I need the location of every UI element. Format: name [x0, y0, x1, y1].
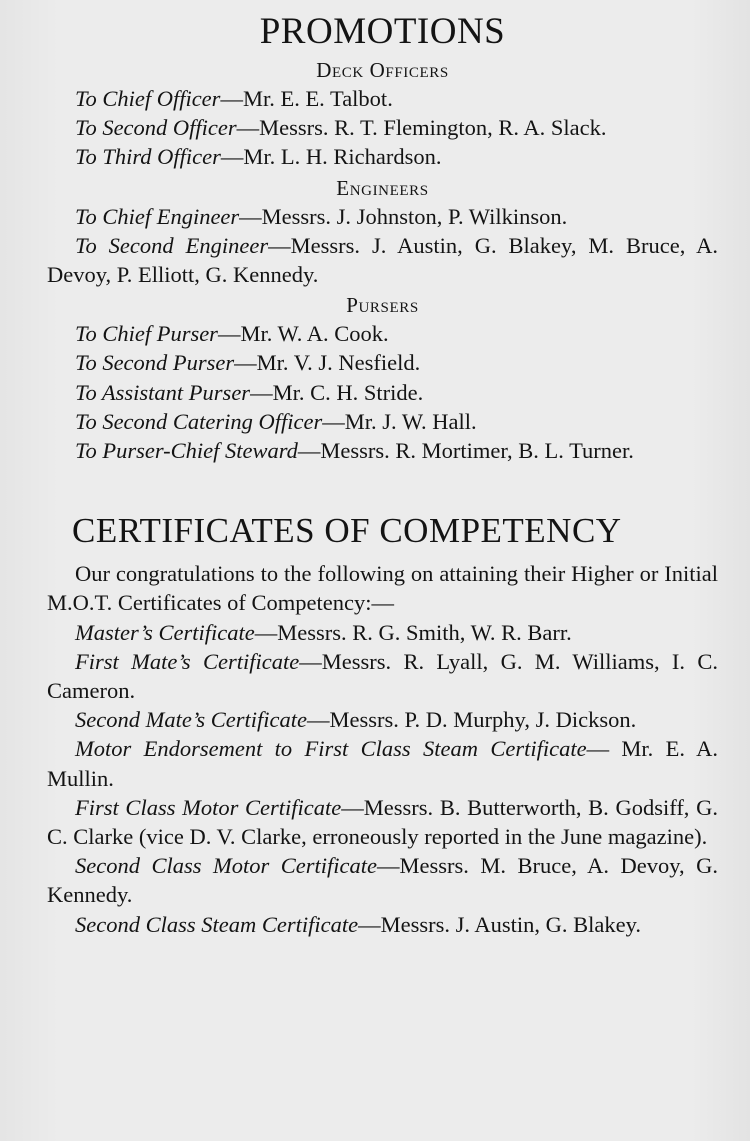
list-item: Second Class Steam Certificate—Messrs. J. Austin, G. Blakey. — [75, 911, 642, 937]
list-item: To Chief Purser—Mr. W. A. Cook. — [75, 321, 389, 347]
list-item: To Purser-Chief Steward—Messrs. R. Mortimer, B. L. Turner. — [75, 438, 634, 464]
list-item: To Third Officer—Mr. L. H. Richardson. — [75, 144, 442, 170]
list-item: To Second Officer—Messrs. R. T. Flemington, R. A. Slack. — [75, 115, 607, 141]
list-item: To Chief Engineer—Messrs. J. Johnston, P. Wilkinson. — [75, 203, 568, 229]
list-item: Second Class Motor Certificate—Messrs. M. Bruce, A. Devoy, G. Kennedy. — [47, 853, 718, 908]
certificates-title: CERTIFICATES OF COMPETENCY — [72, 511, 622, 551]
promotions-title: PROMOTIONS — [259, 11, 506, 52]
list-item: First Class Motor Certificate—Messrs. B. Butterworth, B. Godsiff, G. C. Clarke (vice D. V. Clarke, erroneously reported in the June magazine). — [47, 794, 718, 850]
list-item: To Second Purser—Mr. V. J. Nesfield. — [75, 350, 421, 376]
list-item: First Mate’s Certificate—Messrs. R. Lyall, G. M. Williams, I. C. Cameron. — [47, 648, 718, 704]
list-item: To Assistant Purser—Mr. C. H. Stride. — [75, 379, 424, 405]
list-item: Master’s Certificate—Messrs. R. G. Smith, W. R. Barr. — [75, 619, 572, 645]
pursers-heading: Pursers — [346, 293, 419, 318]
certificates-intro: Our congratulations to the following on attaining their Higher or Initial M.O.T. Certificates of Competency:— — [47, 561, 718, 616]
list-item: To Second Engineer—Messrs. J. Austin, G. Blakey, M. Bruce, A. Devoy, P. Elliott, G. Kennedy. — [47, 232, 718, 288]
engineers-heading: Engineers — [336, 175, 429, 200]
deck-officers-heading: Deck Officers — [316, 58, 449, 82]
list-item: To Second Catering Officer—Mr. J. W. Hall. — [75, 408, 477, 434]
list-item: Second Mate’s Certificate—Messrs. P. D. Murphy, J. Dickson. — [75, 707, 637, 733]
list-item: To Chief Officer—Mr. E. E. Talbot. — [75, 86, 393, 111]
list-item: Motor Endorsement to First Class Steam Certificate— Mr. E. A. Mullin. — [47, 736, 718, 791]
